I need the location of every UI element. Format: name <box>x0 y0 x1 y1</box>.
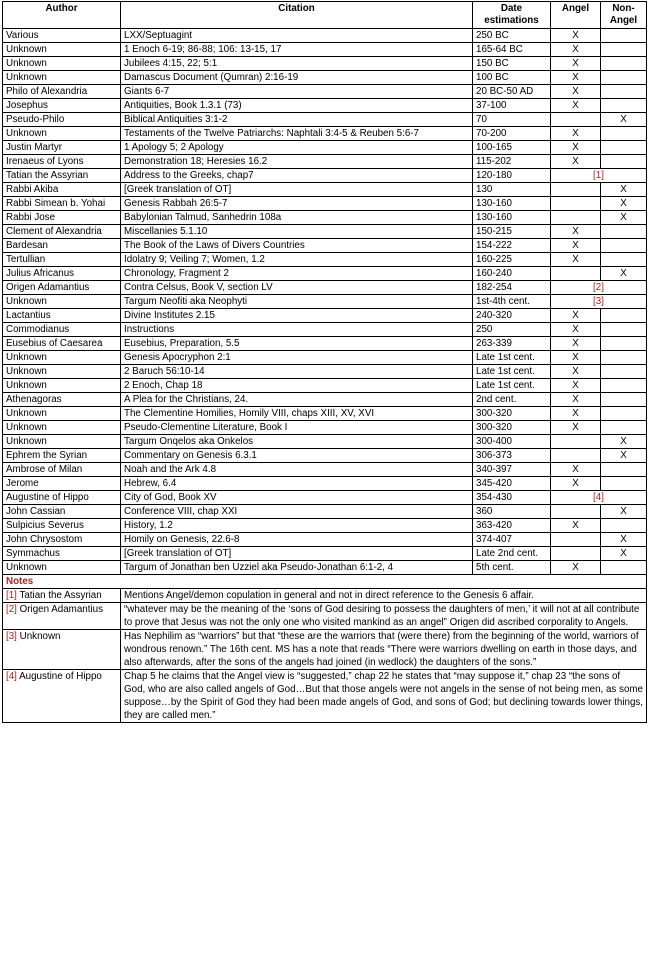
citation-cell: Noah and the Ark 4.8 <box>121 463 473 477</box>
date-cell: 306-373 <box>473 449 551 463</box>
author-cell: Unknown <box>3 379 121 393</box>
non-angel-cell <box>601 463 647 477</box>
angel-cell: X <box>551 85 601 99</box>
notes-body <box>3 575 647 723</box>
date-cell: 160-240 <box>473 267 551 281</box>
author-cell: Athenagoras <box>3 393 121 407</box>
date-cell: 160-225 <box>473 253 551 267</box>
author-cell: Rabbi Jose <box>3 211 121 225</box>
table-row <box>3 393 647 407</box>
table-row <box>3 477 647 491</box>
table-row <box>3 169 647 183</box>
angel-cell: X <box>551 71 601 85</box>
citation-cell: Demonstration 18; Heresies 16.2 <box>121 155 473 169</box>
author-cell: Irenaeus of Lyons <box>3 155 121 169</box>
table-row <box>3 239 647 253</box>
non-angel-cell <box>601 127 647 141</box>
notes-heading-row <box>3 575 647 589</box>
date-cell: 300-320 <box>473 407 551 421</box>
non-angel-cell <box>601 71 647 85</box>
angel-cell: X <box>551 225 601 239</box>
author-cell: Ephrem the Syrian <box>3 449 121 463</box>
angel-cell: X <box>551 141 601 155</box>
date-cell: 115-202 <box>473 155 551 169</box>
angel-cell: X <box>551 29 601 43</box>
author-cell: Unknown <box>3 435 121 449</box>
table-row <box>3 141 647 155</box>
header-non-angel: Non-Angel <box>601 2 647 29</box>
author-cell: Eusebius of Caesarea <box>3 337 121 351</box>
date-cell: 100-165 <box>473 141 551 155</box>
citation-cell: Genesis Rabbah 26:5-7 <box>121 197 473 211</box>
non-angel-cell <box>601 323 647 337</box>
non-angel-cell <box>601 29 647 43</box>
author-cell: Sulpicius Severus <box>3 519 121 533</box>
date-cell: 250 BC <box>473 29 551 43</box>
non-angel-cell <box>601 85 647 99</box>
author-cell: Unknown <box>3 295 121 309</box>
non-angel-cell: X <box>601 113 647 127</box>
citation-cell: 1 Apology 5; 2 Apology <box>121 141 473 155</box>
table-row <box>3 211 647 225</box>
author-cell: Lactantius <box>3 309 121 323</box>
header-row <box>3 2 647 29</box>
angel-cell: X <box>551 561 601 575</box>
date-cell: Late 1st cent. <box>473 379 551 393</box>
non-angel-cell: X <box>601 197 647 211</box>
date-cell: 130-160 <box>473 211 551 225</box>
citation-cell: Testaments of the Twelve Patriarchs: Naphtali 3:4-5 & Reuben 5:6-7 <box>121 127 473 141</box>
note-ref: [1] <box>6 590 17 601</box>
table-row <box>3 127 647 141</box>
citation-cell: [Greek translation of OT] <box>121 547 473 561</box>
date-cell: 340-397 <box>473 463 551 477</box>
non-angel-cell <box>601 421 647 435</box>
date-cell: 70 <box>473 113 551 127</box>
note-author-cell <box>3 603 121 630</box>
citation-cell: Eusebius, Preparation, 5.5 <box>121 337 473 351</box>
date-cell: 37-100 <box>473 99 551 113</box>
table-row <box>3 295 647 309</box>
angel-cell: X <box>551 155 601 169</box>
note-ref: [3] <box>6 631 17 642</box>
non-angel-cell <box>601 253 647 267</box>
author-cell: John Chrysostom <box>3 533 121 547</box>
table-row <box>3 463 647 477</box>
date-cell: 250 <box>473 323 551 337</box>
author-cell: Unknown <box>3 561 121 575</box>
author-cell: Bardesan <box>3 239 121 253</box>
table-row <box>3 435 647 449</box>
table-row <box>3 491 647 505</box>
citation-cell: Homily on Genesis, 22.6-8 <box>121 533 473 547</box>
author-cell: John Cassian <box>3 505 121 519</box>
date-cell: 150-215 <box>473 225 551 239</box>
non-angel-cell <box>601 309 647 323</box>
table-row <box>3 547 647 561</box>
table-row <box>3 365 647 379</box>
author-cell: Various <box>3 29 121 43</box>
date-cell: 154-222 <box>473 239 551 253</box>
table-row <box>3 57 647 71</box>
date-cell: 1st-4th cent. <box>473 295 551 309</box>
table-row <box>3 309 647 323</box>
author-cell: Rabbi Akiba <box>3 183 121 197</box>
date-cell: 374-407 <box>473 533 551 547</box>
note-ref-cell: [4] <box>551 491 647 505</box>
non-angel-cell: X <box>601 267 647 281</box>
table-row <box>3 155 647 169</box>
citation-cell: 2 Enoch, Chap 18 <box>121 379 473 393</box>
citation-cell: LXX/Septuagint <box>121 29 473 43</box>
author-cell: Tatian the Assyrian <box>3 169 121 183</box>
note-author: Augustine of Hippo <box>19 671 102 682</box>
citation-cell: History, 1.2 <box>121 519 473 533</box>
angel-cell <box>551 547 601 561</box>
table-row <box>3 323 647 337</box>
date-cell: 120-180 <box>473 169 551 183</box>
citation-cell: Targum Neofiti aka Neophyti <box>121 295 473 309</box>
table-row <box>3 183 647 197</box>
notes-heading: Notes <box>3 575 647 589</box>
angel-cell: X <box>551 43 601 57</box>
non-angel-cell <box>601 155 647 169</box>
table-row <box>3 113 647 127</box>
angel-cell: X <box>551 379 601 393</box>
angel-cell <box>551 267 601 281</box>
non-angel-cell <box>601 519 647 533</box>
date-cell: Late 1st cent. <box>473 365 551 379</box>
non-angel-cell <box>601 477 647 491</box>
citation-cell: Divine Institutes 2.15 <box>121 309 473 323</box>
non-angel-cell <box>601 379 647 393</box>
non-angel-cell <box>601 407 647 421</box>
citation-cell: Miscellanies 5.1.10 <box>121 225 473 239</box>
table-row <box>3 267 647 281</box>
date-cell: 100 BC <box>473 71 551 85</box>
angel-cell: X <box>551 421 601 435</box>
note-ref-cell: [3] <box>551 295 647 309</box>
author-cell: Clement of Alexandria <box>3 225 121 239</box>
author-cell: Julius Africanus <box>3 267 121 281</box>
date-cell: 70-200 <box>473 127 551 141</box>
non-angel-cell <box>601 43 647 57</box>
angel-cell <box>551 533 601 547</box>
table-row <box>3 253 647 267</box>
date-cell: 182-254 <box>473 281 551 295</box>
note-text: Has Nephilim as “warriors” but that “these are the warriors that (were there) from the beginning of the world, warriors of wondrous renown.” The 16th cent. MS has a note that reads “There were warriors dwelling on earth in those days, and also afterwards, after the sons of the angels had joined (in wedlock) the daughters of the sons.” <box>121 630 647 670</box>
date-cell: 240-320 <box>473 309 551 323</box>
angel-cell: X <box>551 309 601 323</box>
note-text: Chap 5 he claims that the Angel view is “suggested,” chap 22 he states that “may suppose it,” chap 23 “the sons of God, who are also called angels of God…But that those angels were not angels in the sense of not being men, as some suppose…by the Spirit of God they had been made angels of God, and sons of God; but declining towards lower things, they are called men.” <box>121 670 647 723</box>
non-angel-cell <box>601 99 647 113</box>
angel-cell <box>551 183 601 197</box>
date-cell: 20 BC-50 AD <box>473 85 551 99</box>
table-row <box>3 85 647 99</box>
citation-cell: Biblical Antiquities 3:1-2 <box>121 113 473 127</box>
citation-cell: The Clementine Homilies, Homily VIII, chaps XIII, XV, XVI <box>121 407 473 421</box>
table-row <box>3 197 647 211</box>
author-cell: Augustine of Hippo <box>3 491 121 505</box>
angel-cell: X <box>551 127 601 141</box>
date-cell: 263-339 <box>473 337 551 351</box>
author-cell: Rabbi Simean b. Yohai <box>3 197 121 211</box>
non-angel-cell: X <box>601 211 647 225</box>
note-row <box>3 670 647 723</box>
angel-cell: X <box>551 365 601 379</box>
citation-cell: Targum Onqelos aka Onkelos <box>121 435 473 449</box>
date-cell: 360 <box>473 505 551 519</box>
non-angel-cell: X <box>601 183 647 197</box>
header-author: Author <box>3 2 121 29</box>
author-cell: Tertullian <box>3 253 121 267</box>
citations-table <box>2 1 647 723</box>
table-row <box>3 43 647 57</box>
author-cell: Unknown <box>3 43 121 57</box>
citation-cell: The Book of the Laws of Divers Countries <box>121 239 473 253</box>
date-cell: 354-430 <box>473 491 551 505</box>
note-text: Mentions Angel/demon copulation in general and not in direct reference to the Genesis 6 affair. <box>121 589 647 603</box>
non-angel-cell: X <box>601 435 647 449</box>
angel-cell: X <box>551 393 601 407</box>
note-row <box>3 630 647 670</box>
angel-cell: X <box>551 337 601 351</box>
date-cell: 5th cent. <box>473 561 551 575</box>
author-cell: Ambrose of Milan <box>3 463 121 477</box>
author-cell: Commodianus <box>3 323 121 337</box>
angel-cell: X <box>551 323 601 337</box>
date-cell: 150 BC <box>473 57 551 71</box>
non-angel-cell <box>601 141 647 155</box>
table-body <box>3 29 647 575</box>
citation-cell: Commentary on Genesis 6.3.1 <box>121 449 473 463</box>
citation-cell: Giants 6-7 <box>121 85 473 99</box>
author-cell: Jerome <box>3 477 121 491</box>
citation-cell: Damascus Document (Qumran) 2:16-19 <box>121 71 473 85</box>
citation-cell: Genesis Apocryphon 2:1 <box>121 351 473 365</box>
citation-cell: 2 Baruch 56:10-14 <box>121 365 473 379</box>
table-row <box>3 225 647 239</box>
non-angel-cell <box>601 393 647 407</box>
citation-cell: Hebrew, 6.4 <box>121 477 473 491</box>
author-cell: Unknown <box>3 365 121 379</box>
header-citation: Citation <box>121 2 473 29</box>
note-ref-cell: [1] <box>551 169 647 183</box>
author-cell: Unknown <box>3 57 121 71</box>
angel-cell: X <box>551 253 601 267</box>
citation-cell: Address to the Greeks, chap7 <box>121 169 473 183</box>
note-author: Origen Adamantius <box>19 604 103 615</box>
date-cell: 345-420 <box>473 477 551 491</box>
angel-cell <box>551 113 601 127</box>
citation-cell: [Greek translation of OT] <box>121 183 473 197</box>
table-row <box>3 281 647 295</box>
table-row <box>3 505 647 519</box>
author-cell: Unknown <box>3 351 121 365</box>
date-cell: 130-160 <box>473 197 551 211</box>
citation-cell: Contra Celsus, Book V, section LV <box>121 281 473 295</box>
angel-cell: X <box>551 463 601 477</box>
angel-cell: X <box>551 57 601 71</box>
author-cell: Origen Adamantius <box>3 281 121 295</box>
note-author: Unknown <box>19 631 61 642</box>
angel-cell <box>551 435 601 449</box>
angel-cell: X <box>551 99 601 113</box>
non-angel-cell <box>601 365 647 379</box>
angel-cell: X <box>551 351 601 365</box>
author-cell: Philo of Alexandria <box>3 85 121 99</box>
note-author-cell <box>3 630 121 670</box>
citation-cell: A Plea for the Christians, 24. <box>121 393 473 407</box>
author-cell: Pseudo-Philo <box>3 113 121 127</box>
citation-cell: Conference VIII, chap XXI <box>121 505 473 519</box>
table-row <box>3 561 647 575</box>
non-angel-cell: X <box>601 449 647 463</box>
non-angel-cell <box>601 225 647 239</box>
note-row <box>3 603 647 630</box>
table-row <box>3 533 647 547</box>
non-angel-cell <box>601 561 647 575</box>
table-row <box>3 99 647 113</box>
note-text: “whatever may be the meaning of the ‘sons of God desiring to possess the daughters of men,’ it will not at all contribute to prove that Jesus was not the only one who visited mankind as an angel” Origen did ascribed corporality to Angels. <box>121 603 647 630</box>
citation-cell: Babylonian Talmud, Sanhedrin 108a <box>121 211 473 225</box>
angel-cell <box>551 197 601 211</box>
citation-cell: Pseudo-Clementine Literature, Book I <box>121 421 473 435</box>
angel-cell <box>551 211 601 225</box>
angel-cell: X <box>551 407 601 421</box>
citation-cell: 1 Enoch 6-19; 86-88; 106: 13-15, 17 <box>121 43 473 57</box>
note-ref: [4] <box>6 671 17 682</box>
table-row <box>3 407 647 421</box>
citation-cell: Idolatry 9; Veiling 7; Women, 1.2 <box>121 253 473 267</box>
citation-cell: Targum of Jonathan ben Uzziel aka Pseudo-Jonathan 6:1-2, 4 <box>121 561 473 575</box>
table-row <box>3 71 647 85</box>
author-cell: Unknown <box>3 421 121 435</box>
note-author-cell <box>3 589 121 603</box>
non-angel-cell <box>601 57 647 71</box>
note-ref-cell: [2] <box>551 281 647 295</box>
citation-cell: Instructions <box>121 323 473 337</box>
table-row <box>3 351 647 365</box>
angel-cell <box>551 505 601 519</box>
date-cell: 130 <box>473 183 551 197</box>
note-row <box>3 589 647 603</box>
citation-cell: Chronology, Fragment 2 <box>121 267 473 281</box>
author-cell: Justin Martyr <box>3 141 121 155</box>
note-ref: [2] <box>6 604 17 615</box>
date-cell: 165-64 BC <box>473 43 551 57</box>
header-date: Date estimations <box>473 2 551 29</box>
date-cell: Late 2nd cent. <box>473 547 551 561</box>
citation-cell: Jubilees 4:15, 22; 5:1 <box>121 57 473 71</box>
author-cell: Unknown <box>3 127 121 141</box>
citation-cell: City of God, Book XV <box>121 491 473 505</box>
table-row <box>3 519 647 533</box>
table-row <box>3 421 647 435</box>
table-row <box>3 449 647 463</box>
angel-cell: X <box>551 477 601 491</box>
citation-cell: Antiquities, Book 1.3.1 (73) <box>121 99 473 113</box>
non-angel-cell: X <box>601 547 647 561</box>
table-row <box>3 29 647 43</box>
non-angel-cell <box>601 239 647 253</box>
note-author: Tatian the Assyrian <box>19 590 102 601</box>
non-angel-cell: X <box>601 505 647 519</box>
date-cell: Late 1st cent. <box>473 351 551 365</box>
non-angel-cell: X <box>601 533 647 547</box>
angel-cell <box>551 449 601 463</box>
angel-cell: X <box>551 519 601 533</box>
date-cell: 300-400 <box>473 435 551 449</box>
date-cell: 363-420 <box>473 519 551 533</box>
header-angel: Angel <box>551 2 601 29</box>
author-cell: Symmachus <box>3 547 121 561</box>
table-row <box>3 337 647 351</box>
author-cell: Josephus <box>3 99 121 113</box>
note-author-cell <box>3 670 121 723</box>
author-cell: Unknown <box>3 407 121 421</box>
date-cell: 2nd cent. <box>473 393 551 407</box>
author-cell: Unknown <box>3 71 121 85</box>
non-angel-cell <box>601 337 647 351</box>
table-row <box>3 379 647 393</box>
date-cell: 300-320 <box>473 421 551 435</box>
non-angel-cell <box>601 351 647 365</box>
angel-cell: X <box>551 239 601 253</box>
